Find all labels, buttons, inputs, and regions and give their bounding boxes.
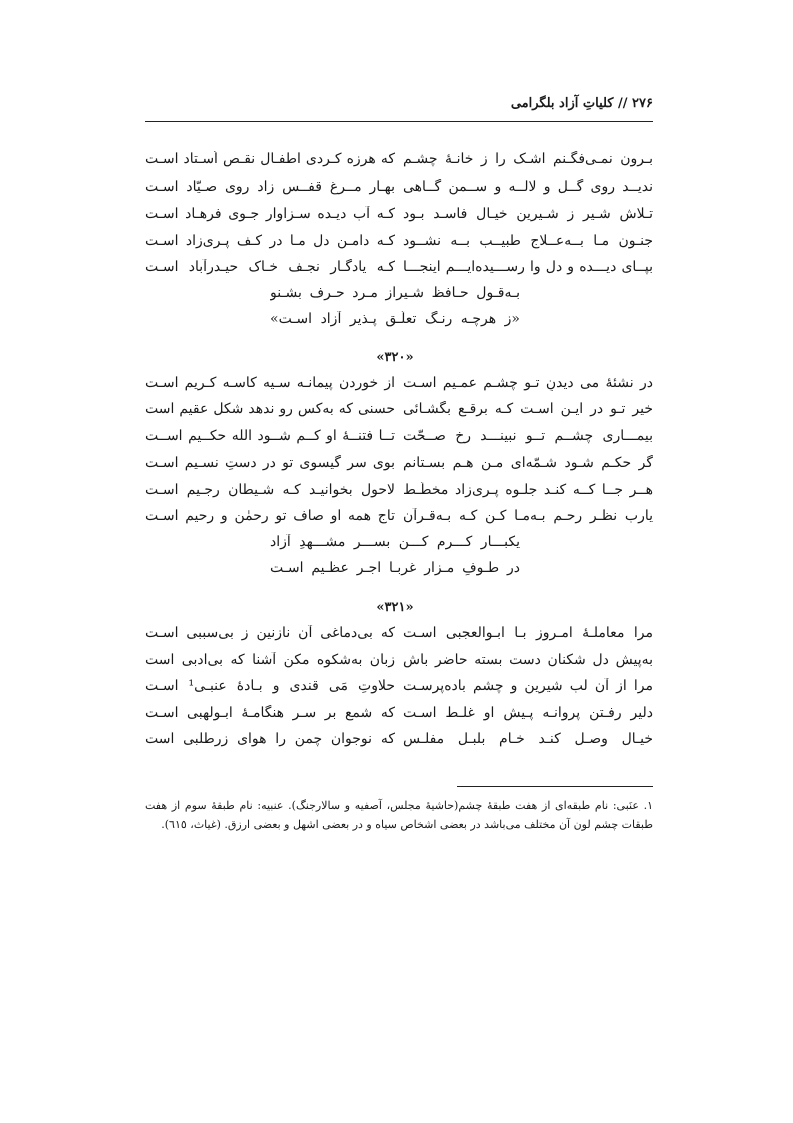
hemistich-second: کـه یادگـار نجـف خـاک حیـدرآباد اسـت: [145, 259, 395, 275]
hemistich-second: که شمع بر سـر هنگامـهٔ ابـولهبی اسـت: [145, 705, 395, 721]
hemistich-second: تــا فتنــهٔ او کــم شــود الله حکــیم اســت: [145, 428, 395, 444]
closing-line: یکبـــار کـــرم کـــن بســـر مشـــهدِ آزاد: [270, 534, 520, 550]
hemistich-first: جنـون مـا بــه‌عــلاج طبیــب بــه نشــود: [403, 233, 653, 249]
hemistich-second: که نوجوان چمن را هوای زرطلبی است: [145, 731, 395, 747]
hemistich-first: در نشئهٔ می دیدنِ تـو چشـم عمـیم اسـت: [403, 375, 653, 391]
hemistich-second: زبان به‌شکوه مکن آشنا که بی‌ادبی است: [145, 652, 395, 668]
footnote: [145, 796, 653, 834]
hemistich-first: خیـال وصـل کنـد خـام بلبـل مفلـس: [403, 731, 653, 747]
hemistich-second: بهـار مــرغ قفــس زاد روی صـیّاد اسـت: [145, 179, 395, 195]
hemistich-first: بیمـــاری چشــم تــو نبینـــد رخ صــحّت: [403, 428, 653, 444]
couplet: [145, 206, 653, 234]
hemistich-first: بـرون نمـی‌فگـنم اشـک را ز خانـهٔ چشـم: [403, 151, 653, 167]
hemistich-first: خیر تـو در ایـن اسـت کـه برقـع بگشـائی: [403, 401, 653, 417]
couplet: [145, 233, 653, 261]
hemistich-first: مرا از آن لب شیرین و چشم باده‌پرسـت: [403, 678, 653, 694]
couplet: [145, 508, 653, 536]
closing-line: در طـوفِ مـزارِ غربـا اجـر عظـیم اسـت: [270, 560, 520, 576]
couplet: [145, 428, 653, 456]
couplet: [145, 151, 653, 179]
hemistich-first: تـلاش شـیر ز شـیرین خیـال فاسـد بـود: [403, 206, 653, 222]
hemistich-first: بپــای دیـــده و دل وا رســـیده‌ایـــم اینجـــا: [403, 259, 653, 275]
hemistich-first: ندیــد روی گــل و لالــه و ســمن گــاهی: [403, 179, 653, 195]
couplet: [145, 705, 653, 733]
hemistich-second: بوی سر گیسوی تو در دستِ نسـیم اسـت: [145, 455, 395, 471]
header-rule: [145, 121, 653, 122]
couplet: [145, 731, 653, 759]
running-header: ۲۷۶ // کلیاتِ آزاد بلگرامی: [510, 96, 653, 111]
hemistich-first: هــر جــا کــه کنـد جلـوه پـری‌زاد مخطّـط: [403, 482, 653, 498]
closing-line: «ز هرچـه رنـگ تعلّـق پـذیر آزاد اسـت»: [270, 311, 520, 327]
hemistich-first: به‌پیش دل شکنان دست بسته حاضر باش: [403, 652, 653, 668]
couplet: [145, 678, 653, 706]
footnote-rule: [457, 786, 653, 787]
hemistich-second: کـه آب دیـده سـزاوار جـوی فرهـاد اسـت: [145, 206, 395, 222]
hemistich-second: از خوردن پیمانـه سـیه کاسـه کـریم اسـت: [145, 375, 395, 391]
couplet: [145, 401, 653, 429]
hemistich-second: کـه دامـن دل مـا در کـف پـری‌زاد اسـت: [145, 233, 395, 249]
hemistich-second: حسنی که به‌کس رو ندهد شکل عقیم است: [145, 401, 395, 417]
closing-line: بـه‌قـول حـافظ شـیراز مـرد حـرف بشـنو: [270, 285, 520, 301]
hemistich-first: یارب نظـر رحـم بـه‌مـا کـن کـه بـه‌قـرآن: [403, 508, 653, 524]
couplet: [145, 482, 653, 510]
poem-number: «۳۲۱»: [376, 600, 414, 615]
hemistich-second: تاج همه او صاف تو رحمٰن و رحیم اسـت: [145, 508, 395, 524]
hemistich-second: که هرزه کـردی اطفـال نقـص اُسـتاد اسـت: [145, 151, 395, 167]
couplet: [145, 259, 653, 287]
hemistich-first: مرا معاملـهٔ امـروز بـا ابـوالعجبی اسـت: [403, 625, 653, 641]
hemistich-first: دلیر رفـتن پروانـه پـیش او غلـط اسـت: [403, 705, 653, 721]
couplet: [145, 455, 653, 483]
couplet: [145, 652, 653, 680]
poem-number: «۳۲۰»: [376, 350, 414, 365]
couplet: [145, 375, 653, 403]
hemistich-first: گر حکـم شـود شـمّه‌ای مـن هـم بسـتانم: [403, 455, 653, 471]
footnote-text: ۱. عنَبی: نام طبقه‌ای از هفت طبقهٔ چشم(حاشیهٔ مجلس، آصفیه و سالارجنگ). عنبیه: نام طبقهٔ سوم از هفت طبقات چشم لون آن مختلف می‌باشد در بعضی اشخاص سیاه و در بعضی اشهل و بعضی ارزق. (غیاث، ٦١٥).: [145, 799, 653, 831]
hemistich-second: لاحول بخوانیـد کـه شـیطان رجـیم اسـت: [145, 482, 395, 498]
couplet: [145, 625, 653, 653]
couplet: [145, 179, 653, 207]
hemistich-second: که بی‌دماغی آن نازنین ز بی‌سببی اسـت: [145, 625, 395, 641]
hemistich-second: حلاوتِ مَی قندی و بـادهٔ عنبـی¹ اسـت: [145, 678, 395, 694]
